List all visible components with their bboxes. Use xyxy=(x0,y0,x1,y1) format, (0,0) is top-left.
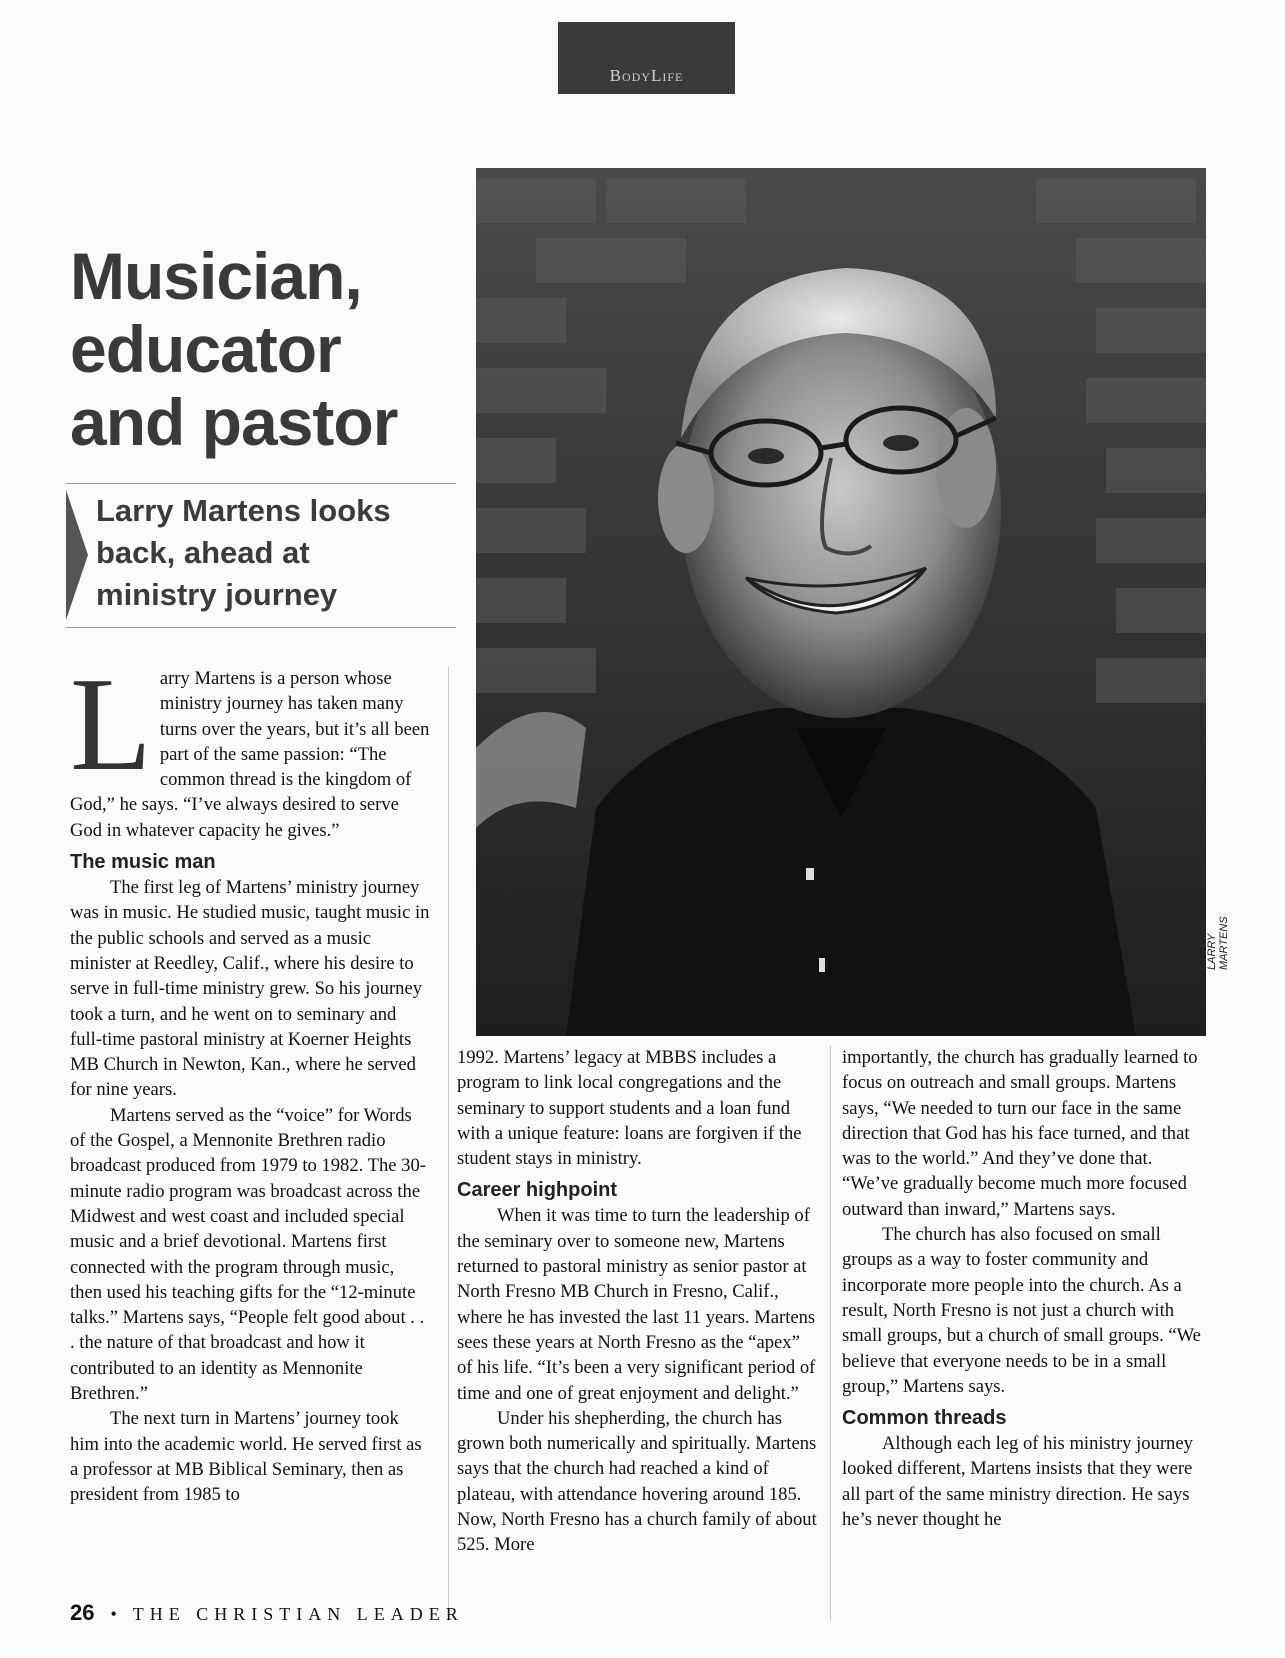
headline-line: educator xyxy=(70,312,341,386)
subhead-common-threads: Common threads xyxy=(842,1407,1007,1430)
paragraph: The first leg of Martens’ ministry journey was in music. He studied music, taught music in the public schools and served as a music minister at Reedley, Calif., where his desire to serve in full-time ministry grew. So his journey took a turn, and he went on to seminary and full-time pastoral ministry at Koerner Heights MB Church in Newton, Kan., where he served for nine years. xyxy=(70,877,430,1101)
paragraph: The next turn in Martens’ journey took him into the academic world. He served first as a professor at MB Biblical Seminary, then as president from 1985 to xyxy=(70,1408,422,1506)
section-label: BodyLife xyxy=(609,66,684,85)
photo-credit: LARRY MARTENS xyxy=(1206,916,1230,970)
subhead-music-man: The music man xyxy=(70,851,216,874)
drop-cap: L xyxy=(70,650,152,798)
article-column-1 xyxy=(70,650,430,1508)
column-rule xyxy=(830,1045,831,1621)
deck-line: Larry Martens looks xyxy=(96,493,391,528)
page-footer xyxy=(70,1600,464,1630)
footer-bullet: • xyxy=(110,1604,117,1624)
page-number: 26 xyxy=(70,1600,95,1625)
paragraph: 1992. Martens’ legacy at MBBS includes a program to link local congregations and the seminary to support students and a loan fund with a unique feature: loans are forgiven if the student stays in ministry. xyxy=(457,1047,802,1170)
headline xyxy=(70,240,450,459)
column-rule xyxy=(448,666,449,1621)
deck-arrow-icon xyxy=(66,490,88,620)
article-column-3 xyxy=(842,1045,1212,1532)
paragraph: importantly, the church has gradually learned to focus on outreach and small groups. Martens says, “We needed to turn our face in the same direction that God has his face turned, and that was to the world.” And they’ve done that. “We’ve gradually become much more focused outward than inward,” Martens says. xyxy=(842,1047,1198,1220)
paragraph: Martens served as the “voice” for Words of the Gospel, a Mennonite Brethren radio broadcast produced from 1979 to 1982. The 30-minute radio program was broadcast across the Midwest and west coast and included special music and a brief devotional. Martens first connected with the program through music, then used his teaching gifts for the “12-minute talks.” Martens says, “People felt good about . . . the nature of that broadcast and how it contributed to an identity as Mennonite Brethren.” xyxy=(70,1104,426,1405)
portrait-photo xyxy=(476,168,1206,1036)
section-tab xyxy=(558,22,735,94)
deck-line: ministry journey xyxy=(96,577,338,612)
deck-rule xyxy=(66,483,456,484)
paragraph: The church has also focused on small groups as a way to foster community and incorporate more people into the church. As a result, North Fresno is not just a church with small groups, but a church of small groups. “We believe that everyone needs to be in a small group,” Martens says. xyxy=(842,1224,1201,1397)
headline-line: Musician, xyxy=(70,239,362,313)
intro-paragraph xyxy=(70,650,430,843)
article-column-2 xyxy=(457,1045,819,1558)
deck-rule xyxy=(66,627,456,628)
subhead-career-highpoint: Career highpoint xyxy=(457,1179,618,1202)
deck-line: back, ahead at xyxy=(96,535,310,570)
magazine-name: THE CHRISTIAN LEADER xyxy=(132,1604,464,1624)
deck-subhead xyxy=(96,490,456,616)
portrait-illustration xyxy=(476,168,1206,1036)
paragraph: When it was time to turn the leadership of the seminary over to someone new, Martens returned to pastoral ministry as senior pastor at North Fresno MB Church in Fresno, Calif., where he has invested the last 11 years. Martens sees these years at North Fresno as the “apex” of his life. “It’s been a very significant period of time and one of great enjoyment and delight.” xyxy=(457,1205,816,1404)
paragraph: Although each leg of his ministry journey looked different, Martens insists that they were all part of the same ministry direction. He says he’s never thought he xyxy=(842,1433,1193,1531)
headline-line: and pastor xyxy=(70,385,398,459)
intro-text: arry Martens is a person whose ministry journey has taken many turns over the years, but it’s all been part of the same passion: “The common thread is the kingdom of God,” he says. “I’ve always desired to serve God in whatever capacity he gives.” xyxy=(70,668,430,841)
paragraph: Under his shepherding, the church has grown both numerically and spiritually. Martens says that the church had reached a kind of plateau, with attendance hovering around 185. Now, North Fresno has a church family of about 525. More xyxy=(457,1407,817,1556)
